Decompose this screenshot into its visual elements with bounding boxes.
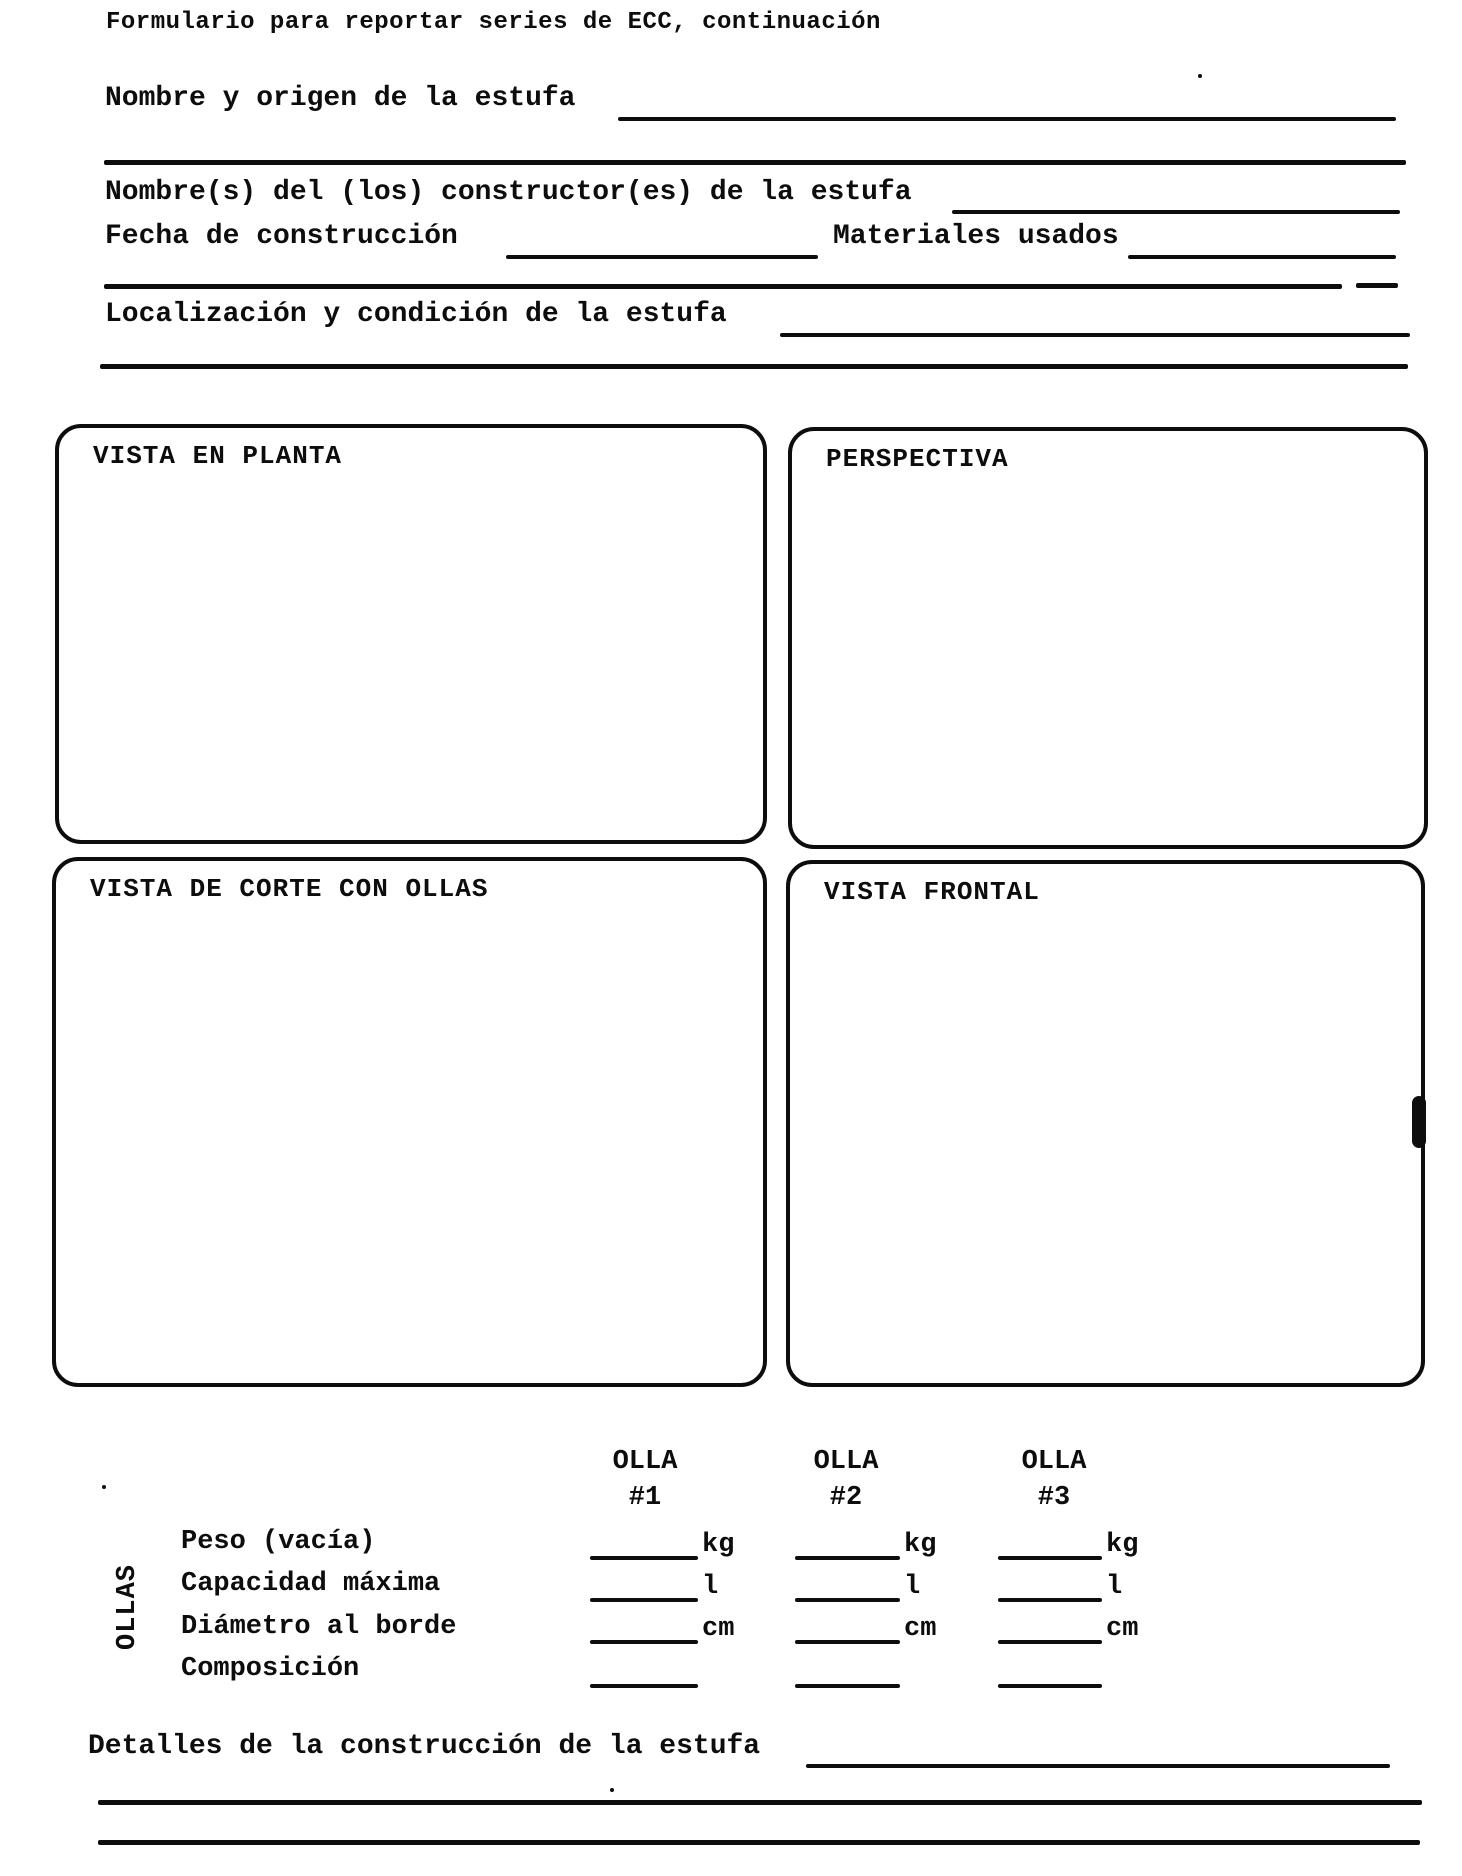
unit-cm: cm: [702, 1614, 735, 1644]
cell-line: [998, 1684, 1102, 1688]
cell-line: [590, 1684, 698, 1688]
row-label-diametro: Diámetro al borde: [181, 1612, 457, 1642]
box-label-vista-frontal: VISTA FRONTAL: [824, 877, 1040, 907]
drawing-box-vista-de-corte: [52, 857, 767, 1387]
field-line-detalles: [806, 1764, 1390, 1768]
field-line-materiales-usados: [1128, 255, 1396, 259]
field-line-constructores: [952, 210, 1400, 214]
unit-l: l: [904, 1572, 921, 1602]
cell-line: [590, 1640, 698, 1644]
field-line-nombre-origen-cont: [104, 160, 1406, 165]
scan-speck: [102, 1485, 106, 1489]
row-label-peso: Peso (vacía): [181, 1527, 376, 1557]
unit-l: l: [1106, 1572, 1123, 1602]
unit-cm: cm: [1106, 1614, 1139, 1644]
olla-header-2: OLLA: [813, 1447, 879, 1477]
cell-line: [998, 1598, 1102, 1602]
form-title: Formulario para reportar series de ECC, continuación: [106, 9, 881, 36]
drawing-box-perspectiva: [788, 427, 1428, 849]
cell-line: [998, 1556, 1102, 1560]
artifact-dash: [1356, 283, 1398, 288]
field-label-nombre-origen: Nombre y origen de la estufa: [105, 83, 576, 114]
cell-line: [795, 1640, 900, 1644]
cell-line: [590, 1598, 698, 1602]
olla-number-1: #1: [628, 1483, 662, 1513]
unit-kg: kg: [904, 1530, 937, 1560]
ollas-side-label: OLLAS: [113, 1563, 144, 1651]
cell-line: [795, 1556, 900, 1560]
drawing-box-vista-en-planta: [55, 424, 767, 844]
unit-cm: cm: [904, 1614, 937, 1644]
cell-line: [590, 1556, 698, 1560]
row-label-capacidad: Capacidad máxima: [181, 1569, 441, 1599]
scan-speck: [610, 1788, 614, 1792]
scan-speck: [1198, 74, 1202, 78]
cell-line: [795, 1684, 900, 1688]
field-line-fecha-construccion: [506, 255, 818, 259]
field-label-localizacion: Localización y condición de la estufa: [105, 299, 727, 330]
cell-line: [795, 1598, 900, 1602]
field-line-localizacion: [780, 333, 1410, 337]
row-label-composicion: Composición: [181, 1654, 360, 1684]
olla-header-3: OLLA: [1021, 1447, 1087, 1477]
field-label-fecha-construccion: Fecha de construcción: [105, 221, 458, 252]
field-label-constructores: Nombre(s) del (los) constructor(es) de la estufa: [105, 177, 912, 208]
field-line-materiales-cont: [104, 284, 1342, 289]
olla-number-2: #2: [829, 1483, 863, 1513]
olla-header-1: OLLA: [612, 1447, 678, 1477]
field-line-nombre-origen: [618, 117, 1396, 121]
field-line-detalles-cont: [98, 1800, 1422, 1805]
unit-l: l: [702, 1572, 719, 1602]
box-label-vista-en-planta: VISTA EN PLANTA: [93, 441, 343, 471]
unit-kg: kg: [1106, 1530, 1139, 1560]
field-line-detalles-cont: [98, 1840, 1420, 1845]
cell-line: [998, 1640, 1102, 1644]
field-line-localizacion-cont: [100, 364, 1408, 369]
olla-number-3: #3: [1037, 1483, 1071, 1513]
box-label-vista-de-corte: VISTA DE CORTE CON OLLAS: [90, 874, 489, 904]
unit-kg: kg: [702, 1530, 735, 1560]
scan-artifact-blob: [1412, 1096, 1426, 1148]
field-label-materiales-usados: Materiales usados: [833, 221, 1119, 252]
drawing-box-vista-frontal: [786, 860, 1425, 1387]
box-label-perspectiva: PERSPECTIVA: [826, 444, 1009, 474]
field-label-detalles: Detalles de la construcción de la estufa: [88, 1731, 761, 1762]
